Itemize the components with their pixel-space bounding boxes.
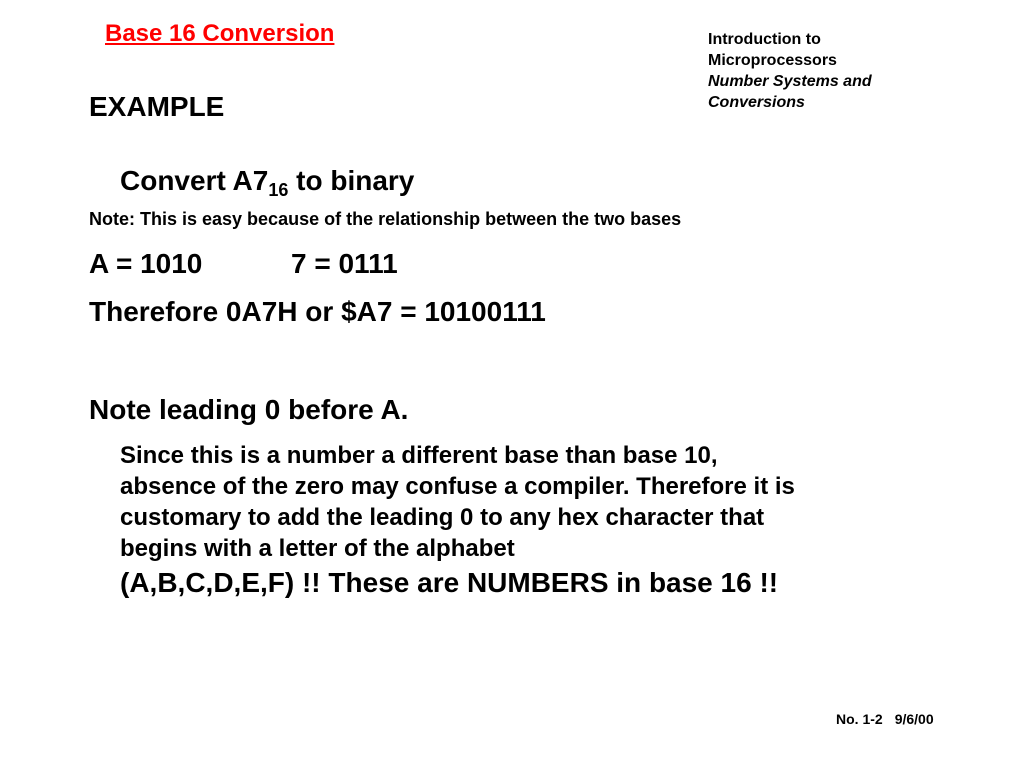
paragraph-line: absence of the zero may confuse a compiler. Therefore it is [120, 473, 795, 500]
example-heading: EXAMPLE [89, 91, 225, 122]
convert-suffix: to binary [288, 165, 415, 196]
slide-number: No. 1-2 [836, 711, 883, 727]
slide-footer [836, 711, 934, 727]
course-header-line: Microprocessors [708, 52, 837, 69]
topic-header-line: Number Systems and [708, 73, 872, 90]
note-text: Note: This is easy because of the relationship between the two bases [89, 209, 682, 229]
topic-header-line: Conversions [708, 94, 805, 111]
equation-a: A = 1010 [89, 248, 203, 279]
note-leading-zero: Note leading 0 before A. [89, 394, 409, 425]
course-header-line: Introduction to [708, 31, 821, 48]
equation-7: 7 = 0111 [291, 248, 398, 279]
explanation-paragraph [120, 440, 940, 602]
therefore-statement: Therefore 0A7H or $A7 = 10100111 [89, 296, 546, 327]
paragraph-emphasis-line: (A,B,C,D,E,F) !! These are NUMBERS in base 16 !! [120, 567, 779, 598]
base-subscript: 16 [268, 180, 289, 200]
paragraph-line: begins with a letter of the alphabet [120, 535, 515, 562]
convert-statement [120, 165, 415, 200]
convert-prefix: Convert A7 [120, 165, 269, 196]
slide-title: Base 16 Conversion [105, 20, 335, 47]
course-header [708, 29, 872, 113]
slide-date: 9/6/00 [894, 711, 934, 727]
paragraph-line: customary to add the leading 0 to any hex character that [120, 504, 765, 531]
paragraph-line: Since this is a number a different base than base 10, [120, 442, 718, 469]
